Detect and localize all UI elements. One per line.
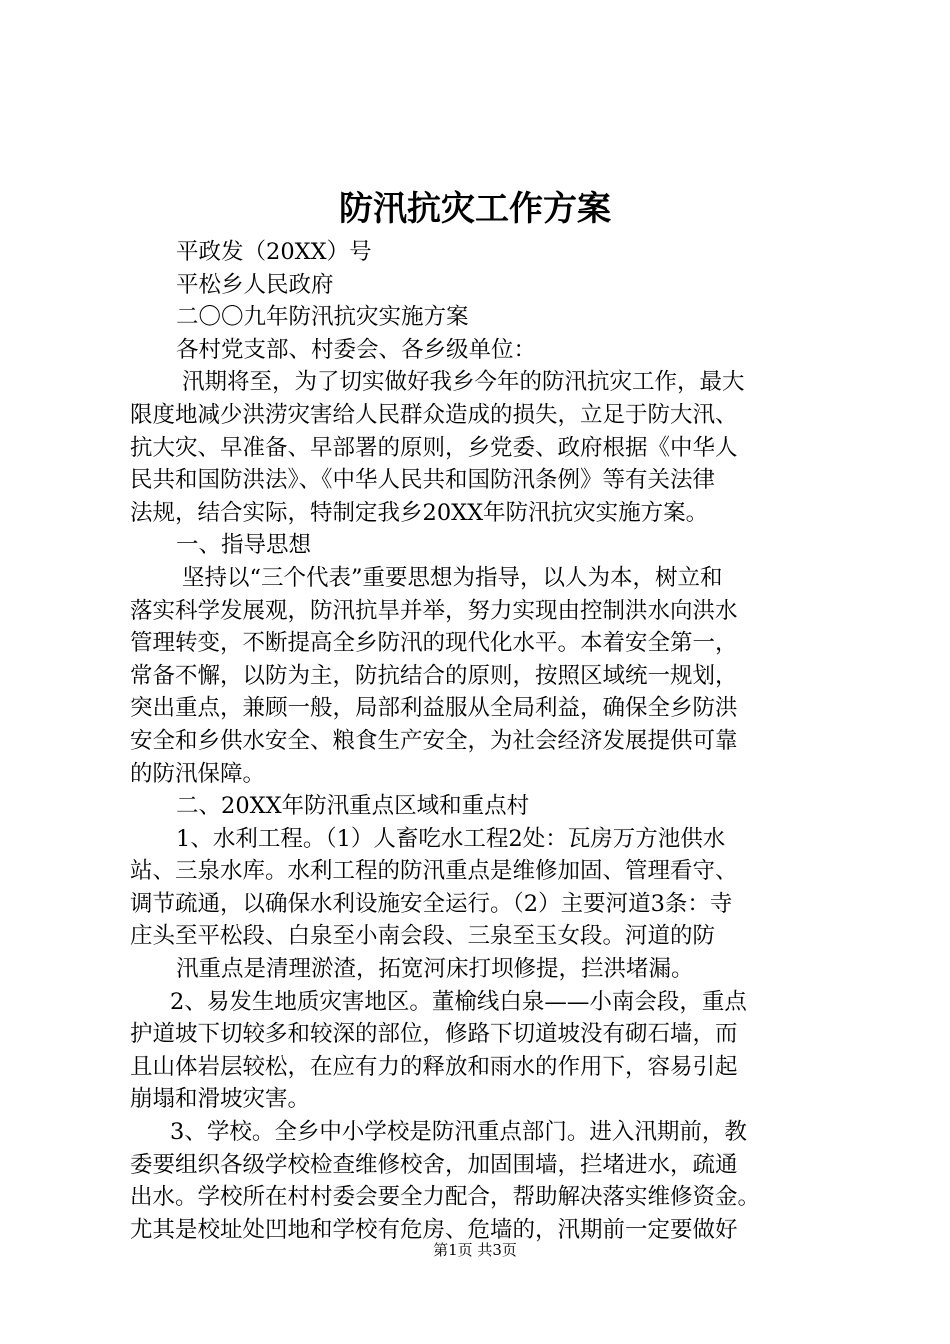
paragraph-line: 出水。学校所在村村委会要全力配合，帮助解决落实维修资金。 bbox=[130, 1184, 761, 1211]
paragraph-line: 尤其是校址处凹地和学校有危房、危墙的，汛期前一定要做好 bbox=[130, 1216, 738, 1243]
page-footer: 第1页 共3页 bbox=[433, 1241, 517, 1259]
document-title: 防汛抗灾工作方案 bbox=[339, 189, 611, 229]
paragraph-line: 民共和国防洪法》、《中华人民共和国防汛条例》等有关法律 bbox=[130, 467, 716, 494]
paragraph-line: 限度地减少洪涝灾害给人民群众造成的损失，立足于防大汛、 bbox=[130, 401, 738, 428]
paragraph-line: 安全和乡供水安全、粮食生产安全，为社会经济发展提供可靠 bbox=[130, 727, 738, 754]
paragraph-line: 常备不懈，以防为主，防抗结合的原则，按照区域统一规划， bbox=[130, 662, 738, 689]
paragraph-line: 崩塌和滑坡灾害。 bbox=[130, 1086, 311, 1113]
section-heading: 一、指导思想 bbox=[176, 532, 312, 559]
paragraph-line: 护道坡下切较多和较深的部位，修路下切道坡没有砌石墙，而 bbox=[130, 1021, 738, 1048]
paragraph-line: 庄头至平松段、白泉至小南会段、三泉至玉女段。河道的防 bbox=[130, 923, 716, 950]
paragraph-line: 2、易发生地质灾害地区。董榆线白泉——小南会段，重点 bbox=[170, 988, 747, 1015]
document-number: 平政发（20XX）号 bbox=[176, 239, 372, 265]
paragraph-line: 汛重点是清理淤渣，拓宽河床打坝修提，拦洪堵漏。 bbox=[176, 956, 694, 983]
paragraph-line: 委要组织各级学校检查维修校舍，加固围墙，拦堵进水，疏通 bbox=[130, 1151, 738, 1178]
paragraph-line: 法规，结合实际，特制定我乡20XX年防汛抗灾实施方案。 bbox=[130, 499, 709, 526]
paragraph-line: 1、水利工程。（1）人畜吃水工程2处：瓦房万方池供水 bbox=[176, 825, 726, 852]
paragraph-line: 调节疏通，以确保水利设施安全运行。（2）主要河道3条：寺 bbox=[130, 890, 733, 917]
addressee: 各村党支部、村委会、各乡级单位： bbox=[176, 336, 537, 363]
document-body bbox=[130, 236, 830, 1246]
issuer: 平松乡人民政府 bbox=[176, 271, 334, 298]
paragraph-line: 的防汛保障。 bbox=[130, 760, 266, 787]
paragraph-line: 且山体岩层较松，在应有力的释放和雨水的作用下，容易引起 bbox=[130, 1053, 738, 1080]
paragraph-line: 管理转变，不断提高全乡防汛的现代化水平。本着安全第一， bbox=[130, 630, 738, 657]
paragraph-line: 落实科学发展观，防汛抗旱并举，努力实现由控制洪水向洪水 bbox=[130, 597, 738, 624]
plan-name: 二〇〇九年防汛抗灾实施方案 bbox=[176, 304, 469, 331]
paragraph-line: 抗大灾、早准备、早部署的原则，乡党委、政府根据《中华人 bbox=[130, 434, 738, 461]
section-heading: 二、20XX年防汛重点区域和重点村 bbox=[176, 793, 530, 820]
paragraph-line: 汛期将至，为了切实做好我乡今年的防汛抗灾工作，最大 bbox=[182, 369, 745, 396]
paragraph-line: 站、三泉水库。水利工程的防汛重点是维修加固、管理看守、 bbox=[130, 858, 738, 885]
paragraph-line: 突出重点，兼顾一般，局部利益服从全局利益，确保全乡防洪 bbox=[130, 695, 738, 722]
paragraph-line: 3、学校。全乡中小学校是防汛重点部门。进入汛期前，教 bbox=[170, 1119, 747, 1146]
paragraph-line: 坚持以“三个代表”重要思想为指导，以人为本，树立和 bbox=[182, 564, 723, 591]
